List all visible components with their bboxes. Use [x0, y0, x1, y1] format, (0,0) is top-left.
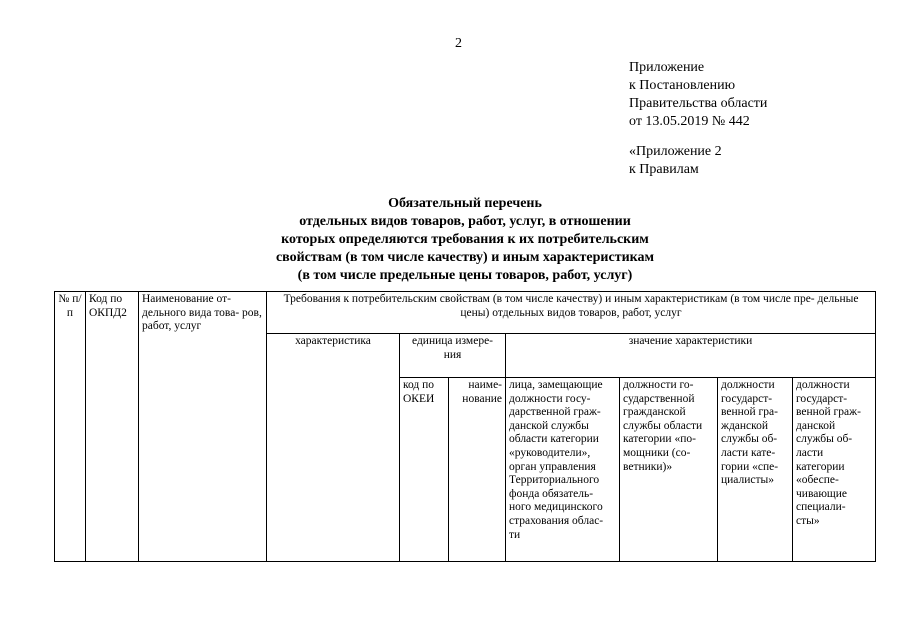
title-line: (в том числе предельные цены товаров, работ, услуг) — [297, 268, 633, 283]
category-assistants-header: должности го- сударственной гражданской службы области категории «по- мощники (со- ветники)» — [620, 378, 718, 562]
appendix2-header — [629, 143, 722, 179]
appendix-header — [629, 59, 767, 131]
appendix-line: Приложение — [629, 60, 705, 75]
unit-code-header: код по ОКЕИ — [400, 378, 449, 562]
requirements-header: Требования к потребительским свойствам (в том числе качеству) и иным характеристикам (в том числе пре- дельные цены) отдельных видов товаров, работ, услуг — [267, 292, 876, 334]
document-title — [220, 195, 710, 285]
category-specialists-header: должности государст- венной гра- жданской службы об- ласти кате- гории «спе- циалисты» — [718, 378, 793, 562]
title-line: Обязательный перечень — [388, 196, 542, 211]
value-header: значение характеристики — [506, 334, 876, 378]
title-line: свойствам (в том числе качеству) и иным характеристикам — [275, 250, 655, 265]
appendix2-line: «Приложение 2 — [629, 144, 722, 159]
appendix-line: от 13.05.2019 № 442 — [629, 114, 750, 129]
col-number-header: № п/п — [55, 292, 86, 562]
characteristic-header: характеристика — [267, 334, 400, 562]
col-okpd-header: Код по ОКПД2 — [86, 292, 139, 562]
unit-header: единица измере- ния — [400, 334, 506, 378]
category-support-specialists-header: должности государст- венной граж- данской службы об- ласти категории «обеспе- чивающие специали- сты» — [793, 378, 876, 562]
page-number: 2 — [455, 36, 462, 51]
requirements-table — [54, 291, 876, 562]
appendix2-line: к Правилам — [629, 162, 699, 177]
title-line: отдельных видов товаров, работ, услуг, в отношении — [299, 214, 631, 229]
appendix-line: к Постановлению — [629, 78, 736, 93]
col-name-header: Наименование от- дельного вида това- ров, работ, услуг — [139, 292, 267, 562]
appendix-line: Правительства области — [629, 96, 768, 111]
unit-name-header: наиме- нование — [449, 378, 506, 562]
category-managers-header: лица, замещающие должности госу- дарственной граж- данской службы области категории «руководители», орган управления Территориального фонда обязатель- ного медицинского страхования облас- ти — [506, 378, 620, 562]
title-line: которых определяются требования к их потребительским — [281, 232, 649, 247]
